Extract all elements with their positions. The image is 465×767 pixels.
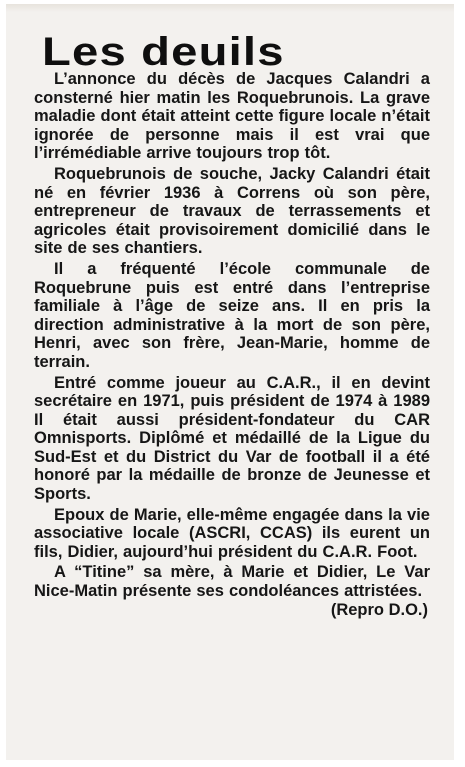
paragraph-car-club: Entré comme joueur au C.A.R., il en devint secrétaire en 1971, puis président de 1974 à 1989 Il était aussi président-fondateur du CAR Omnisports. Diplômé et médaillé de la Ligue du Sud-Est et du District du Var de football il a été honoré par la médaille de bronze de Jeunesse et Sports. <box>34 373 430 504</box>
paragraph-family: Epoux de Marie, elle-même engagée dans la vie associative locale (ASCRI, CCAS) ils eurent un fils, Didier, aujourd’hui président du C.A.R. Foot. <box>34 505 430 561</box>
article-title: Les deuils <box>42 30 285 74</box>
paragraph-birth: Roquebrunois de souche, Jacky Calandri était né en février 1936 à Correns où son père, entrepreneur de travaux de terrassements et agricoles était provisoirement domicilié dans le site de ses chantiers. <box>34 164 430 258</box>
clipping-top-edge <box>6 4 454 12</box>
paragraph-condolences: A “Titine” sa mère, à Marie et Didier, Le Var Nice-Matin présente ses condoléances attristées. <box>34 563 430 601</box>
newspaper-clipping <box>6 4 454 760</box>
paragraph-career: Il a fréquenté l’école communale de Roquebrune puis est entré dans l’entreprise familiale à l’âge de seize ans. Il en pris la direction administrative à la mort de son père, Henri, avec son frère, Jean-Marie, homme de terrain. <box>34 259 430 371</box>
article <box>34 30 430 619</box>
photo-credit: (Repro D.O.) <box>330 600 428 619</box>
paragraph-announcement: L’annonce du décès de Jacques Calandri a consterné hier matin les Roquebrunois. La grave maladie dont était atteint cette figure locale n’était ignorée de personne mais il est vrai que l’irrémédiable arrive toujours trop tôt. <box>34 70 430 163</box>
